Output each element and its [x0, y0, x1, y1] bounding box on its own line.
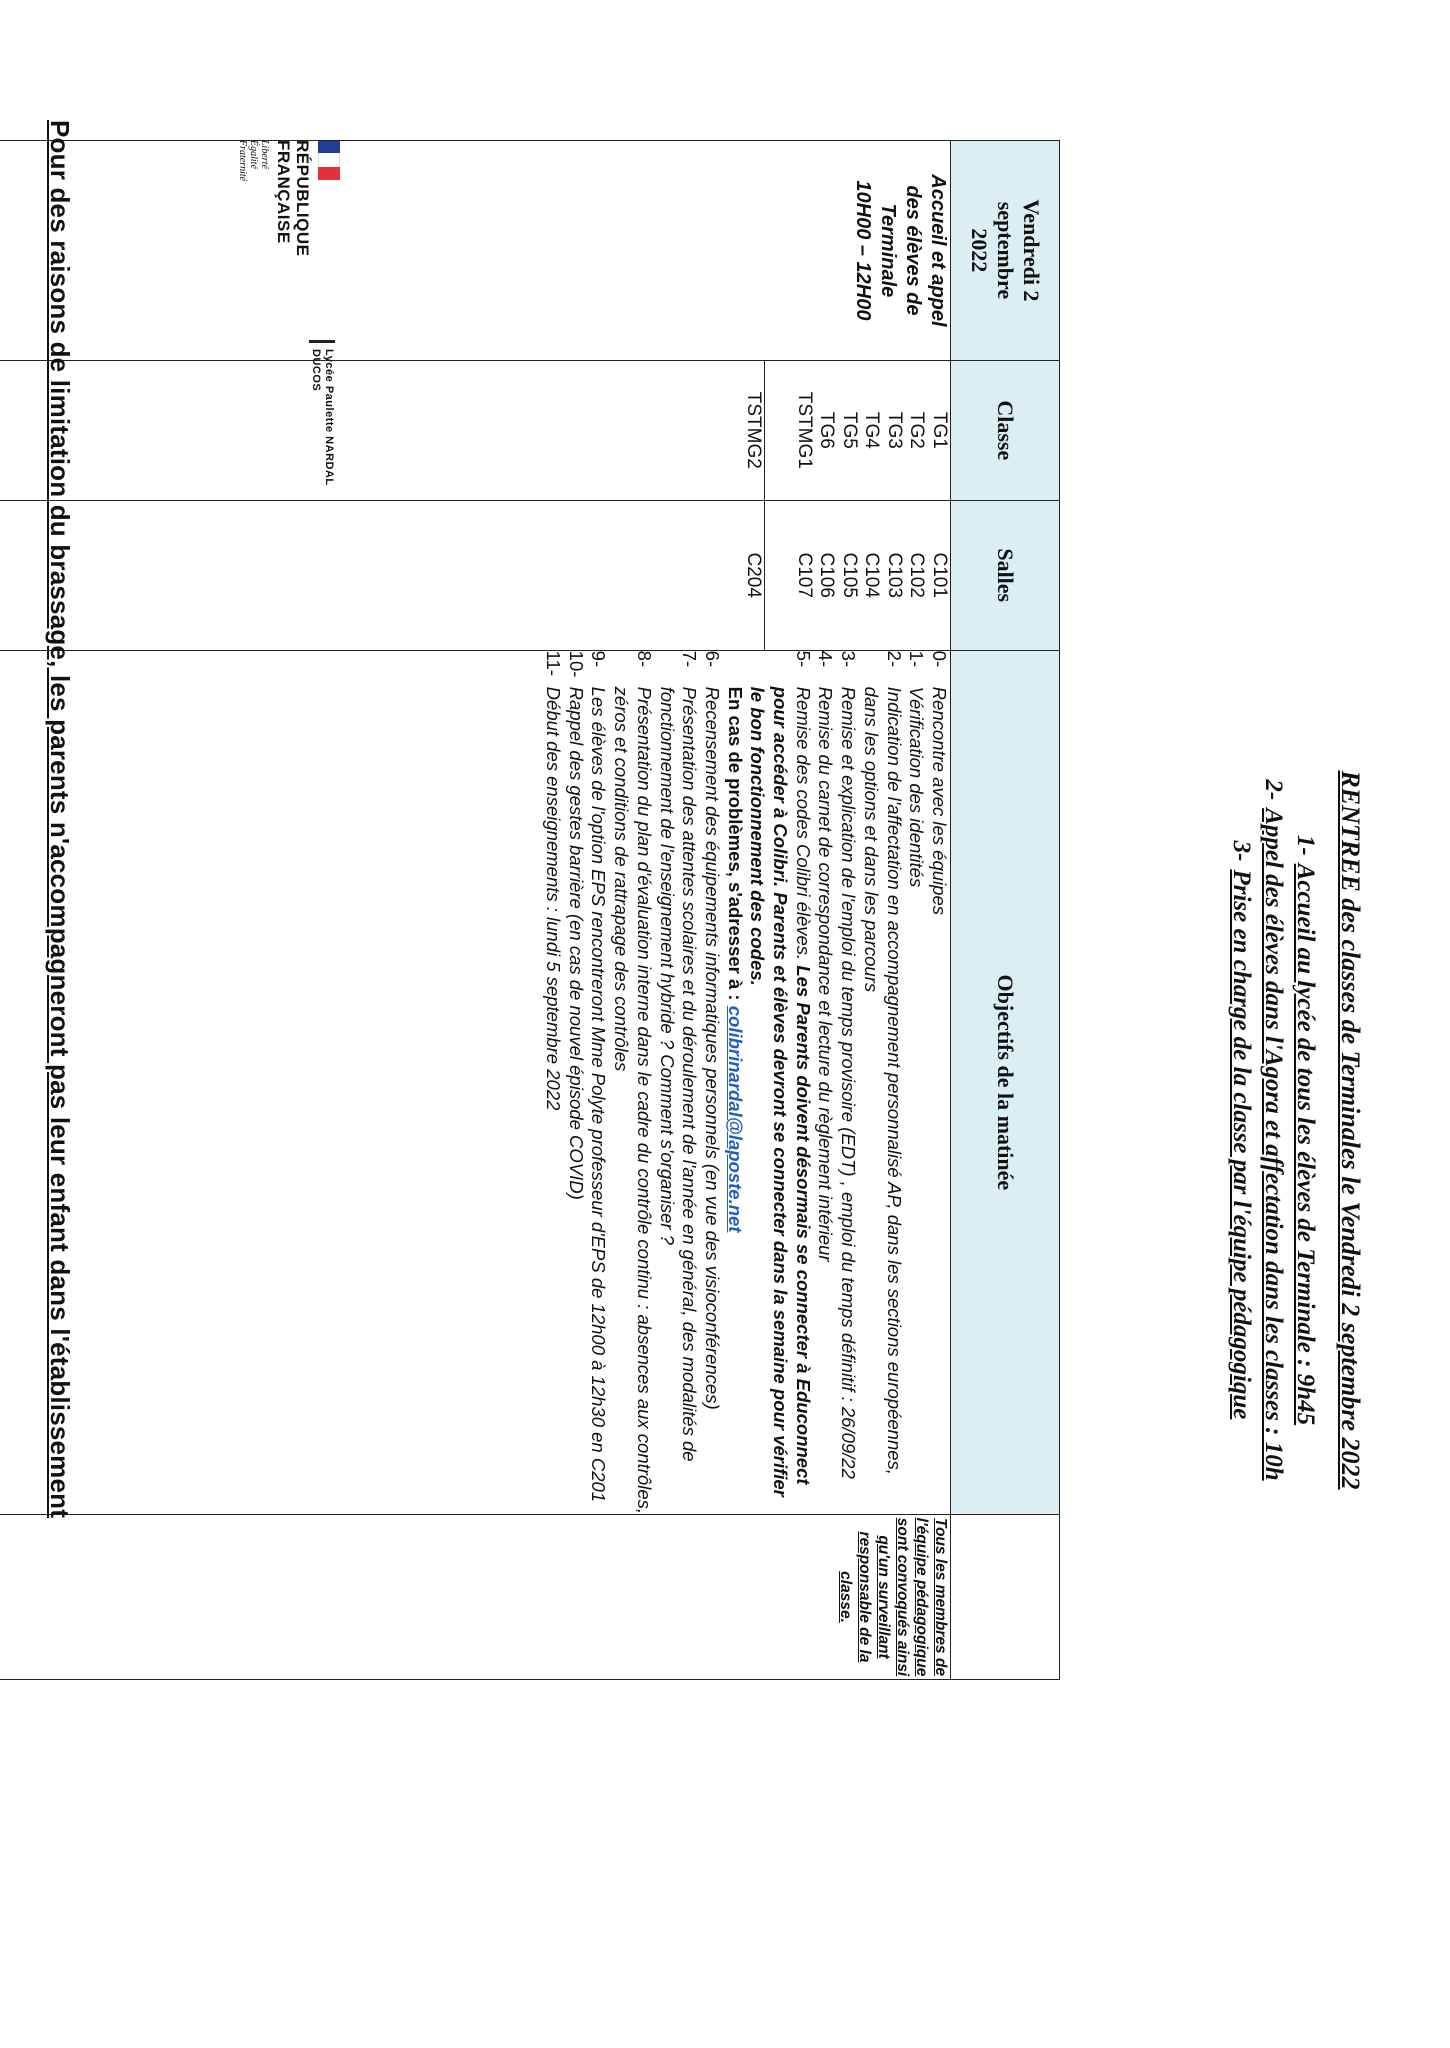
room-item: C102 — [906, 552, 928, 598]
class-item: TG6 — [816, 411, 838, 449]
objective-item — [814, 651, 837, 1514]
tstmg2-room-cell: C204 — [0, 500, 765, 650]
session-line3: Terminale — [877, 203, 899, 298]
objective-number: 9- — [588, 650, 610, 668]
lycee-name: Lycée Paulette NARDAL — [323, 349, 335, 486]
colibri-codes-text: Remise des codes Colibri élèves. — [792, 686, 814, 966]
objective-number: 2- — [883, 650, 905, 668]
step-3 — [1225, 480, 1257, 1780]
left-session-cell — [0, 141, 951, 361]
class-item: TG4 — [861, 411, 883, 449]
objective-number: 5- — [792, 650, 814, 668]
step-1 — [1289, 480, 1321, 1780]
objective-text: Présentation des attentes scolaires et du déroulement de l'année en général, des modalités de fonctionnement de l'enseignement hybride ? Comment s'organiser ? — [656, 686, 701, 1462]
objective-item — [905, 651, 928, 1514]
room-item: C107 — [794, 552, 815, 598]
objectives-cell — [0, 650, 951, 1514]
rf-motto-1: Liberté — [259, 140, 270, 169]
objective-item — [609, 651, 654, 1514]
rf-motto-3: Fraternité — [237, 140, 248, 182]
rf-motto-2: Égalité — [248, 140, 259, 169]
step-number: 3- — [1228, 840, 1255, 862]
header-date-line3: 2022 — [967, 228, 992, 273]
step-text: Prise en charge de la classe par l'équipe pédagogique — [1228, 869, 1255, 1420]
session-line2: des élèves de — [902, 185, 924, 316]
header-empty — [951, 1515, 1060, 1680]
footer-notice: Pour des raisons de limitation du brassage, les parents n'accompagneront pas leur enfant dans l'établissement — [45, 120, 75, 1519]
room-item: C104 — [861, 552, 883, 598]
staff-note: Tous les membres de l'équipe pédagogique sont convoqués ainsi qu'un surveillant responsable de la classe. — [837, 1517, 949, 1677]
objective-text: Indication de l'affectation en accompagnement personnalisé AP, dans les sections européennes, dans les options et dans les parcours — [860, 686, 905, 1475]
step-number: 2- — [1260, 779, 1287, 801]
room-item: C103 — [884, 552, 905, 598]
objective-item — [700, 651, 723, 1514]
schedule-table — [0, 140, 1060, 1680]
room-list-cell — [765, 500, 951, 650]
title-block — [1225, 480, 1365, 1780]
room-item: C106 — [816, 552, 838, 598]
header-objectifs: Objectifs de la matinée — [951, 650, 1060, 1514]
table-header-row — [951, 141, 1060, 1680]
objective-text — [723, 687, 814, 1514]
objective-number: 7- — [679, 650, 701, 668]
objective-number: 3- — [838, 650, 860, 668]
objective-number: 10- — [565, 650, 587, 678]
class-item: TSTMG1 — [794, 391, 815, 469]
staff-note-cell — [0, 1515, 951, 1680]
class-item: TG5 — [839, 411, 860, 449]
tstmg2-class-cell: TSTMG2 — [0, 360, 765, 500]
objective-item — [587, 651, 610, 1514]
header-date-line1: Vendredi 2 — [1019, 199, 1044, 302]
objective-item — [836, 651, 859, 1514]
room-item: C105 — [839, 552, 860, 598]
objective-number: 6- — [701, 650, 723, 668]
class-item: TG3 — [884, 411, 905, 449]
page-title: RENTREE des classes de Terminales le Vendredi 2 septembre 2022 — [1336, 770, 1365, 1490]
class-list-cell — [765, 360, 951, 500]
educonnect-notice: Les Parents doivent désormais se connecter à Educonnect pour accéder à Colibri. Parents et élèves devront se connecter dans la semaine pour vérifier le bon fonctionnement des codes. — [747, 686, 814, 1497]
contact-email-link[interactable]: colibrinardal@laposte.net — [724, 1005, 746, 1233]
header-salles: Salles — [951, 500, 1060, 650]
header-classe: Classe — [951, 360, 1060, 500]
header-date-line2: septembre — [993, 201, 1018, 300]
header-date — [951, 141, 1060, 361]
objective-number: 11- — [543, 650, 565, 677]
class-item: TG1 — [929, 411, 950, 449]
step-number: 1- — [1292, 834, 1319, 856]
objective-item — [541, 651, 564, 1514]
objective-text: Remise du carnet de correspondance et lecture du règlement intérieur — [815, 686, 837, 1262]
objective-text: Remise et explication de l'emploi du temps provisoire (EDT) , emploi du temps définitif : 26/09/22 — [838, 686, 860, 1479]
objective-number: 1- — [906, 650, 928, 668]
contact-label: En cas de problèmes, s'adresser à : — [724, 686, 746, 1006]
objective-item — [655, 651, 700, 1514]
objective-text: Les élèves de l'option EPS rencontreront Mme Polyte professeur d'EPS de 12h00 à 12h30 en C201 — [588, 686, 610, 1503]
class-item: TG2 — [906, 411, 928, 449]
rf-title-line1: RÉPUBLIQUE — [293, 140, 312, 257]
objective-text: Présentation du plan d'évaluation interne dans le cadre du contrôle continu : absences aux contrôles, zéros et conditions de rattrapage des contrôles — [611, 686, 655, 1514]
rf-title-line2: FRANÇAISE — [274, 140, 293, 244]
session-line1: Accueil et appel — [927, 174, 949, 327]
objective-number: 8- — [633, 650, 655, 668]
objective-item — [859, 651, 904, 1514]
room-item: C101 — [929, 552, 950, 598]
objective-text: Début des enseignements : lundi 5 septembre 2022 — [543, 686, 565, 1111]
objective-text: Rappel des gestes barrière (en cas de nouvel épisode COVID) — [565, 686, 587, 1200]
objective-number: 4- — [815, 650, 837, 668]
objective-item — [723, 651, 814, 1514]
objective-item — [927, 651, 950, 1514]
session-time: 10H00 – 12H00 — [852, 180, 874, 321]
step-text: Accueil au lycée de tous les élèves de Terminale : 9h45 — [1292, 863, 1319, 1426]
objective-item — [564, 651, 587, 1514]
table-body-row — [765, 141, 951, 1680]
objective-text: Vérification des identités — [906, 686, 928, 888]
objective-text: Rencontre avec les équipes — [929, 686, 950, 915]
step-text: Appel des élèves dans l'Agora et affectation dans les classes : 10h — [1260, 808, 1287, 1481]
lycee-town: DUCOS — [310, 349, 322, 392]
step-2 — [1257, 480, 1289, 1780]
objective-number: 0- — [929, 650, 950, 668]
objective-text: Recensement des équipements informatiques personnels (en vue des visioconférences) — [701, 686, 723, 1410]
